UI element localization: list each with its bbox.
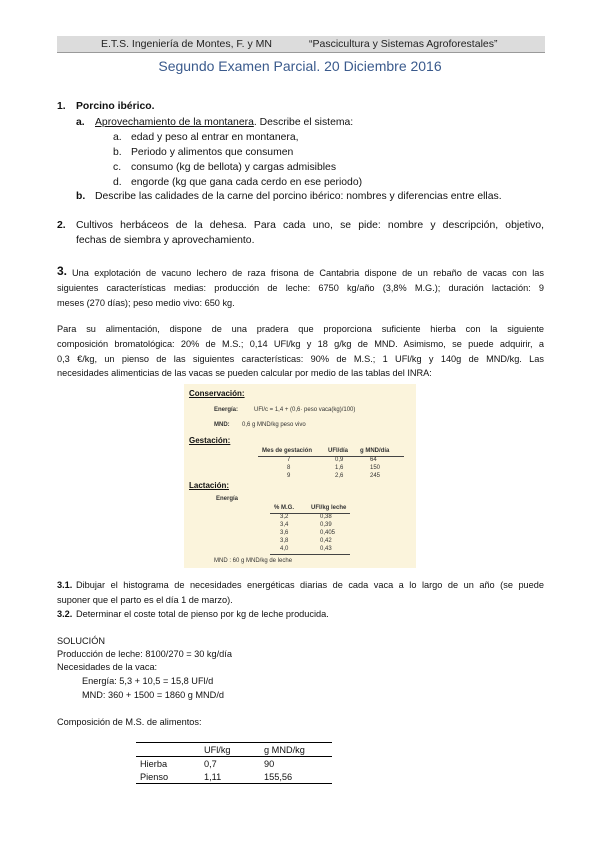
composition-table [136, 742, 332, 784]
figure-lact-cell: 0,42 [320, 538, 332, 544]
q1-item-label: d. [113, 177, 122, 188]
table-header-cell [136, 743, 200, 757]
figure-lact-header: UFl/kg leche [311, 505, 347, 511]
document-header [57, 36, 545, 53]
q3-para1-line: meses (270 días); peso medio vivo: 650 kg. [57, 298, 235, 308]
figure-gest-cell: 245 [370, 473, 381, 479]
table-cell: 90 [264, 758, 275, 769]
figure-lact-cell: 3,4 [280, 522, 289, 528]
figure-gest-header: g MND/día [360, 448, 390, 454]
q1-item-text: Periodo y alimentos que consumen [131, 147, 294, 158]
solution-energy: Energía: 5,3 + 10,5 = 15,8 UFl/d [82, 676, 214, 686]
q1-b-label: b. [76, 191, 86, 202]
solution-title: SOLUCIÓN [57, 636, 105, 646]
q1-a-label: a. [76, 117, 85, 128]
table-cell: 1,11 [200, 770, 260, 784]
q32-number: 3.2. [57, 609, 73, 619]
figure-lact-cell: 3,8 [280, 538, 289, 544]
figure-lact-cell: 3,2 [280, 514, 289, 520]
figure-energia-label: Energía: [214, 407, 239, 413]
q3-para2-line: 0,3 €/kg, un pienso de las siguientes características: 90% de M.S.; 1 UFl/kg y 140g de MND/kg. Las [57, 354, 544, 364]
figure-gestacion-heading: Gestación: [189, 436, 231, 445]
figure-lact-cell: 0,405 [320, 530, 336, 536]
table-header-cell: UFl/kg [200, 743, 260, 757]
figure-lact-energia: Energía [216, 496, 239, 502]
q31-line1: Dibujar el histograma de necesidades energéticas diarias de cada vaca a lo largo de un año (se puede [76, 580, 544, 590]
q1-item-text: edad y peso al entrar en montanera, [131, 132, 299, 143]
table-cell: Pienso [136, 770, 200, 784]
q3-number: 3. [57, 264, 68, 278]
figure-lact-cell: 0,39 [320, 522, 332, 528]
figure-lact-cell: 3,6 [280, 530, 289, 536]
figure-lactacion-heading: Lactación: [189, 481, 230, 490]
q1-item-text: consumo (kg de bellota) y cargas admisibles [131, 162, 337, 173]
q3-para1-line: Una explotación de vacuno lechero de raza frisona de Cantabria dispone de un rebaño de vacas con las [72, 268, 544, 278]
figure-energia-formula: UFl/c = 1,4 + (0,6· peso vaca(kg)/100) [254, 407, 356, 413]
figure-gest-cell: 64 [370, 457, 377, 463]
table-row [136, 757, 332, 771]
q1-item-text: engorde (kg que gana cada cerdo en ese periodo) [131, 177, 363, 188]
solution-composition-title: Composición de M.S. de alimentos: [57, 717, 202, 727]
table-cell: 155,56 [260, 770, 332, 784]
q1-b-text: Describe las calidades de la carne del porcino ibérico: nombres y diferencias entre ellas. [95, 191, 502, 202]
figure-gest-cell: 7 [287, 457, 291, 463]
figure-lact-header: % M.G. [274, 505, 295, 511]
figure-gest-cell: 2,6 [335, 473, 344, 479]
q3-para2-line: Para su alimentación, dispone de una pradera que proporciona suficiente hierba con la siguiente [57, 324, 544, 334]
solution-mnd: MND: 360 + 1500 = 1860 g MND/d [82, 690, 224, 700]
q1-item-label: c. [113, 162, 122, 173]
figure-mnd-formula: 0,6 g MND/kg peso vivo [242, 422, 306, 428]
q1-a-line [95, 116, 353, 130]
table-cell: Hierba [140, 758, 168, 769]
q1-title: Porcino ibérico. [76, 101, 155, 112]
inra-tables-figure [184, 384, 416, 568]
exam-title: Segundo Examen Parcial. 20 Diciembre 2016 [158, 58, 442, 74]
figure-gest-cell: 1,6 [335, 465, 344, 471]
figure-lact-cell: 0,38 [320, 514, 332, 520]
q3-para2-line: composición bromatológica: 20% de M.S.; 0,14 UFl/kg y 18 g/kg de MND. Asimismo, se puede adquirir, a [57, 339, 544, 349]
figure-gest-cell: 9 [287, 473, 291, 479]
q1-a-rest: . Describe el sistema: [253, 117, 354, 128]
header-course: “Pascicultura y Sistemas Agroforestales” [309, 38, 498, 50]
figure-lact-rule [270, 554, 350, 555]
figure-gest-header: UFl/día [328, 448, 349, 454]
figure-gest-cell: 150 [370, 465, 381, 471]
q31-number: 3.1. [57, 580, 73, 590]
figure-lact-cell: 0,43 [320, 546, 332, 552]
solution-production: Producción de leche: 8100/270 = 30 kg/día [57, 649, 232, 659]
q2-number: 2. [57, 220, 66, 231]
figure-gest-rule [258, 456, 404, 457]
figure-gest-cell: 8 [287, 465, 291, 471]
q31-line2: suponer que el parto es el día 1 de marzo). [57, 595, 233, 605]
figure-lact-cell: 4,0 [280, 546, 289, 552]
q2-line2: fechas de siembra y aprovechamiento. [76, 235, 255, 246]
header-school: E.T.S. Ingeniería de Montes, F. y MN [101, 38, 272, 50]
q1-item-label: b. [113, 147, 122, 158]
q1-number: 1. [57, 101, 66, 112]
q1-a-title: Aprovechamiento de la montanera [95, 117, 254, 128]
figure-conservacion-heading: Conservación: [189, 389, 245, 398]
q3-para1-line: siguientes características medias: producción de leche: 6750 kg/año (3,8% M.G.); duración lactación: 9 [57, 283, 544, 293]
solution-needs-title: Necesidades de la vaca: [57, 662, 158, 672]
table-header-cell: g MND/kg [260, 743, 332, 757]
table-cell: 0,7 [204, 758, 217, 769]
table-header-row [136, 743, 332, 757]
figure-mnd-label: MND: [214, 422, 230, 428]
figure-gest-header: Mes de gestación [262, 448, 313, 454]
figure-gest-cell: 0,9 [335, 457, 344, 463]
q32-text: Determinar el coste total de pienso por kg de leche producida. [76, 609, 329, 619]
q3-para2-line: necesidades alimenticias de las vacas se pueden calcular por medio de las tablas del INRA: [57, 368, 432, 378]
q1-item-label: a. [113, 132, 122, 143]
q2-line1: Cultivos herbáceos de la dehesa. Para cada uno, se pide: nombre y descripción, objetivo, [76, 220, 544, 231]
figure-footnote: MND : 60 g MND/kg de leche [214, 558, 293, 564]
table-row [136, 770, 332, 784]
